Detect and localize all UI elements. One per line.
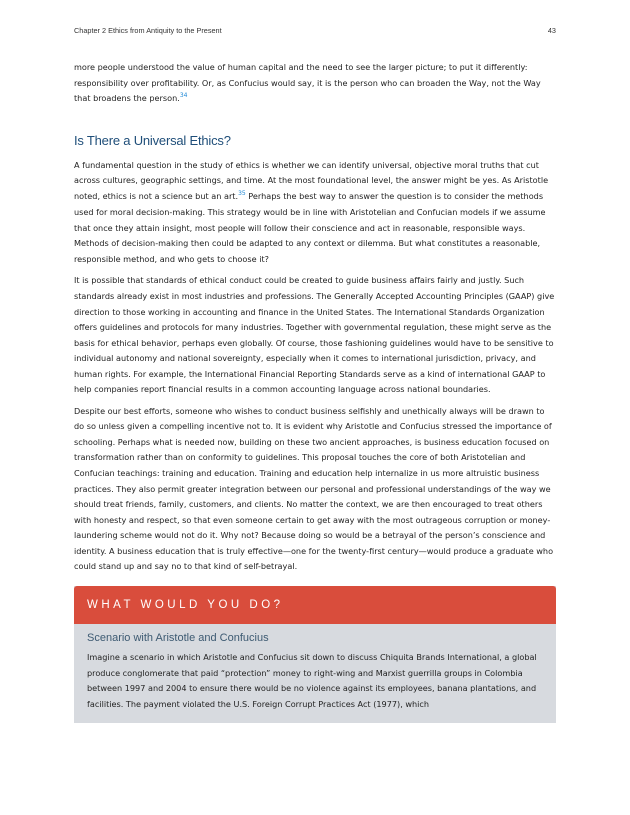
section-heading: Is There a Universal Ethics?	[74, 132, 231, 148]
footnote-ref-34[interactable]: 34	[179, 92, 188, 100]
feature-body	[74, 624, 556, 723]
body-paragraph-3: Despite our best efforts, someone who wishes to conduct business selfishly and unethically always will be drawn to do so unless given a compelling incentive not to. It is evident why Aristotle and Confucius stressed the importance of schooling. Perhaps what is needed now, building on these two ancient approaches, is business education focused on transformation rather than on conformity to guidelines. This proposal touches the core of both Aristotelian and Confucian teachings: training and education. Training and education help internalize in us more altruistic business practices. They also permit greater integration between our personal and professional understandings of the way we should treat friends, family, customers, and clients. No matter the context, we are then encouraged to treat others with honesty and respect, so that even someone certain to get away with the most outrageous corruption or money-laundering scheme would not do it. Why not? Because doing so would be a betrayal of the person’s conscience and identity. A business education that is truly effective—one for the twenty-first century—would produce a graduate who could stand up and say no to that kind of self-betrayal.	[74, 405, 554, 572]
feature-header	[74, 586, 556, 624]
footnote-ref-35[interactable]: 35	[238, 189, 246, 197]
main-content	[74, 60, 556, 581]
feature-subtitle: Scenario with Aristotle and Confucius	[87, 632, 269, 644]
paragraph-1-text-a: A fundamental question in the study of ethics is whether we can identify universal, objective moral truths that cut across cultures, geographic settings, and time. At the most foundational level, the answer might be yes. As Aristotle noted, ethics is not a science but an art.	[74, 159, 549, 201]
chapter-title: Chapter 2 Ethics from Antiquity to the Present	[74, 26, 222, 35]
intro-paragraph	[74, 60, 556, 108]
paragraph-1-text-b: Perhaps the best way to answer the question is to consider the methods used for moral decision-making. This strategy would be in line with Aristotelian and Confucian models if we assume that once they attain insight, most people will follow their conscience and act in reasonable, responsible ways. Methods of decision-making then could be adapted to any context or dilemma. But what constitutes a reasonable, responsible method, and who gets to choose it?	[74, 190, 546, 264]
intro-text: more people understood the value of human capital and the need to see the larger picture; to put it differently: responsibility over profitability. Or, as Confucius would say, it is the person who can broaden the Way, not the Way that broadens the person.	[74, 62, 541, 104]
feature-title: WHAT WOULD YOU DO?	[87, 599, 284, 611]
page-header	[74, 26, 556, 35]
body-paragraph-2: It is possible that standards of ethical conduct could be created to guide business affairs fairly and justly. Such standards already exist in most industries and professions. The Generally Accepted Accounting Principles (GAAP) give direction to those working in accounting and finance in the United States. The International Standards Organization offers guidelines and protocols for many industries. Together with governmental regulation, these might serve as the basis for ethical behavior, perhaps even globally. Of course, those fashioning guidelines would have to be sensitive to individual autonomy and national sovereignty, especially when it comes to international jurisdiction, privacy, and human rights. For example, the International Financial Reporting Standards serve as a kind of international GAAP to help companies report financial results in a common accounting language across national boundaries.	[74, 275, 555, 395]
body-paragraph-1	[74, 158, 556, 268]
feature-text: Imagine a scenario in which Aristotle and Confucius sit down to discuss Chiquita Brands International, a global produce conglomerate that paid “protection” money to right-wing and Marxist guerrilla groups in Colombia between 1997 and 2004 to ensure there would be no violence against its employees, banana plantations, and facilities. The payment violated the U.S. Foreign Corrupt Practices Act (1977), which	[87, 652, 537, 709]
page-number: 43	[547, 26, 556, 35]
feature-box	[74, 586, 556, 723]
